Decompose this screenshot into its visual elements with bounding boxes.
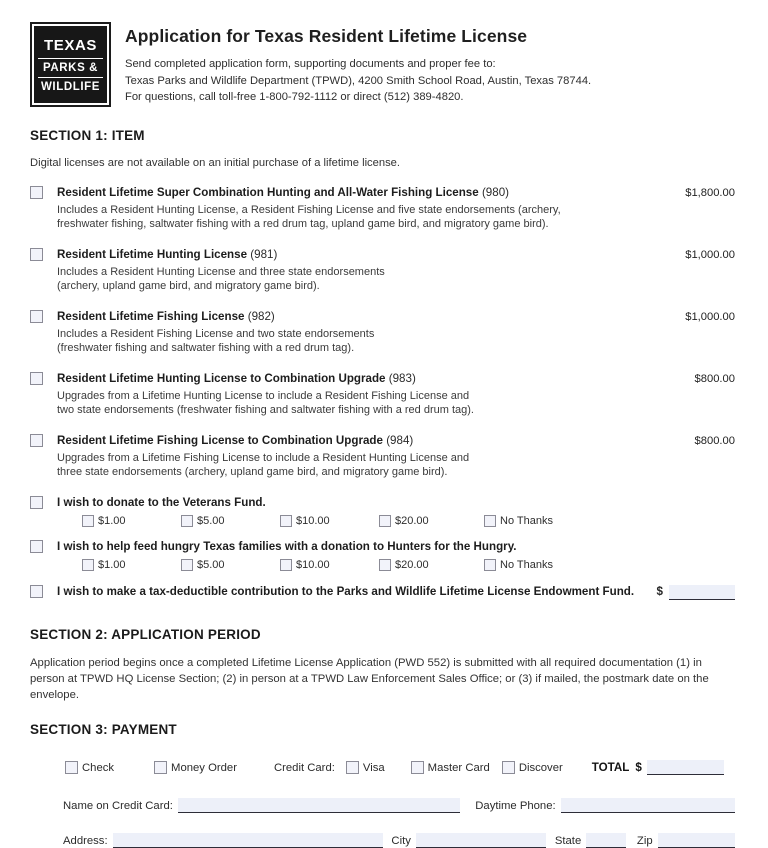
license-item-983 [30, 372, 735, 417]
section1-heading: SECTION 1: ITEM [30, 128, 145, 143]
license-983-title [57, 372, 653, 385]
veterans-no-thanks-label: No Thanks [500, 515, 553, 527]
veterans-20-dollar-label: $20.00 [395, 515, 429, 527]
hungry-5-dollar-checkbox[interactable] [181, 559, 193, 571]
hungry-option-1 [82, 559, 181, 571]
license-984-desc-line2: three state endorsements (archery, upland game bird, and migratory game bird). [57, 466, 448, 478]
hunters-hungry-options [82, 559, 735, 571]
hungry-10-dollar-checkbox[interactable] [280, 559, 292, 571]
digital-license-note: Digital licenses are not available on an initial purchase of a lifetime license. [30, 157, 401, 169]
address-row [63, 833, 735, 848]
license-981-price: $1,000.00 [685, 249, 735, 261]
visa-label: Visa [362, 761, 385, 774]
license-983-checkbox[interactable] [30, 372, 43, 385]
logo-line-parks: PARKS & [38, 58, 103, 77]
license-983-title-text: Resident Lifetime Hunting License to Combination Upgrade [57, 372, 386, 385]
hungry-10-dollar-label: $10.00 [296, 559, 330, 571]
veterans-1-dollar-label: $1.00 [98, 515, 126, 527]
hungry-no-thanks-checkbox[interactable] [484, 559, 496, 571]
endowment-amount-field[interactable] [669, 585, 735, 600]
license-983-code: (983) [388, 372, 416, 385]
license-984-title-text: Resident Lifetime Fishing License to Combination Upgrade [57, 434, 383, 447]
total-label: TOTAL [591, 761, 630, 774]
license-980-title [57, 186, 653, 199]
section2-heading: SECTION 2: APPLICATION PERIOD [30, 627, 261, 642]
license-983-main [57, 372, 663, 417]
veterans-fund-block [30, 496, 735, 527]
check-label: Check [82, 761, 115, 774]
license-982-main [57, 310, 663, 355]
license-981-main [57, 248, 663, 293]
veterans-1-dollar-checkbox[interactable] [82, 515, 94, 527]
mastercard-label: Master Card [427, 761, 490, 774]
license-983-desc-line2: two state endorsements (freshwater fishing and saltwater fishing with a red drum tag). [57, 404, 474, 416]
hungry-option-nothanks [484, 559, 553, 571]
license-980-checkbox[interactable] [30, 186, 43, 199]
payment-mastercard-option [411, 761, 490, 774]
license-984-title [57, 434, 653, 447]
license-984-price: $800.00 [694, 435, 735, 447]
license-980-code: (980) [481, 186, 510, 199]
license-981-checkbox[interactable] [30, 248, 43, 261]
payment-method-row [65, 760, 735, 775]
endowment-dollar-sign: $ [656, 585, 663, 598]
veterans-option-1 [82, 515, 181, 527]
veterans-20-dollar-checkbox[interactable] [379, 515, 391, 527]
payment-check-option [65, 761, 114, 774]
discover-checkbox[interactable] [502, 761, 515, 774]
license-984-description [57, 451, 653, 479]
tpwd-logo-inner [34, 26, 107, 103]
veterans-fund-label: I wish to donate to the Veterans Fund. [57, 496, 266, 509]
hunters-hungry-label: I wish to help feed hungry Texas families with a donation to Hunters for the Hungry. [57, 540, 517, 553]
daytime-phone-label: Daytime Phone: [475, 800, 556, 812]
license-980-desc-line2: freshwater fishing, saltwater fishing with a red drum tag, upland game bird, and migratory game bird). [57, 218, 549, 230]
hungry-option-5 [181, 559, 280, 571]
license-982-price: $1,000.00 [685, 311, 735, 323]
address-label: Address: [63, 835, 108, 847]
license-984-desc-line1: Upgrades from a Lifetime Fishing License to include a Resident Hunting License and [57, 452, 470, 464]
veterans-fund-row [30, 496, 735, 509]
veterans-option-10 [280, 515, 379, 527]
veterans-5-dollar-checkbox[interactable] [181, 515, 193, 527]
license-983-desc-line1: Upgrades from a Lifetime Hunting License to include a Resident Fishing License and [57, 390, 470, 402]
license-982-title-text: Resident Lifetime Fishing License [57, 310, 245, 323]
hunters-hungry-block [30, 540, 735, 571]
zip-label: Zip [636, 835, 653, 847]
hungry-no-thanks-label: No Thanks [500, 559, 553, 571]
license-982-title [57, 310, 653, 323]
license-982-desc-line1: Includes a Resident Fishing License and two state endorsements [57, 328, 375, 340]
payment-discover-option [502, 761, 563, 774]
license-982-checkbox[interactable] [30, 310, 43, 323]
credit-card-name-row [63, 798, 735, 813]
section3-heading: SECTION 3: PAYMENT [30, 722, 177, 737]
license-item-980 [30, 186, 735, 231]
hunters-hungry-checkbox[interactable] [30, 540, 43, 553]
veterans-10-dollar-checkbox[interactable] [280, 515, 292, 527]
license-982-desc-line2: (freshwater fishing and saltwater fishing with a red drum tag). [57, 342, 355, 354]
logo-line-texas: TEXAS [43, 36, 97, 54]
veterans-no-thanks-checkbox[interactable] [484, 515, 496, 527]
city-label: City [391, 835, 411, 847]
hungry-1-dollar-checkbox[interactable] [82, 559, 94, 571]
name-on-card-label: Name on Credit Card: [63, 800, 173, 812]
logo-line-wildlife: WILDLIFE [38, 77, 103, 96]
veterans-5-dollar-label: $5.00 [197, 515, 225, 527]
veterans-fund-checkbox[interactable] [30, 496, 43, 509]
license-982-description [57, 327, 653, 355]
hungry-20-dollar-label: $20.00 [395, 559, 429, 571]
license-984-main [57, 434, 663, 479]
license-980-description [57, 203, 653, 231]
hungry-option-10 [280, 559, 379, 571]
license-983-price: $800.00 [694, 373, 735, 385]
daytime-phone-field[interactable] [561, 798, 735, 813]
license-981-description [57, 265, 653, 293]
license-980-main [57, 186, 663, 231]
credit-card-label: Credit Card: [273, 761, 335, 774]
application-period-text: Application period begins once a completed Lifetime License Application (PWD 552) is submitted with all required documentation (1) in person at TPWD HQ License Section; (2) in person at a TPWD Law Enforcement Sales Office; or (3) if mailed, the postmark date on the envelope. [30, 657, 709, 701]
total-amount-field[interactable] [647, 760, 724, 775]
hungry-5-dollar-label: $5.00 [197, 559, 225, 571]
department-address-line: Texas Parks and Wildlife Department (TPWD), 4200 Smith School Road, Austin, Texas 78744. [125, 74, 592, 87]
money-order-label: Money Order [171, 761, 237, 774]
address-field[interactable] [113, 833, 384, 848]
header-text [125, 22, 591, 106]
veterans-option-5 [181, 515, 280, 527]
money-order-checkbox[interactable] [154, 761, 167, 774]
zip-field[interactable] [658, 833, 735, 848]
tpwd-logo [30, 22, 111, 107]
mastercard-checkbox[interactable] [411, 761, 424, 774]
discover-label: Discover [518, 761, 563, 774]
hungry-1-dollar-label: $1.00 [98, 559, 126, 571]
page-title: Application for Texas Resident Lifetime License [125, 26, 528, 46]
hungry-20-dollar-checkbox[interactable] [379, 559, 391, 571]
license-981-title-text: Resident Lifetime Hunting License [57, 248, 248, 261]
payment-visa-option [346, 761, 385, 774]
form-header [30, 22, 735, 107]
check-checkbox[interactable] [65, 761, 78, 774]
license-981-code: (981) [250, 248, 278, 261]
endowment-fund-label: I wish to make a tax-deductible contribution to the Parks and Wildlife Lifetime License Endowment Fund. [57, 585, 635, 598]
endowment-fund-row [30, 585, 735, 600]
endowment-fund-checkbox[interactable] [30, 585, 43, 598]
phone-contact-line: For questions, call toll-free 1-800-792-1112 or direct (512) 389-4820. [125, 91, 464, 103]
hungry-option-20 [379, 559, 478, 571]
license-984-code: (984) [386, 434, 414, 447]
license-981-desc-line2: (archery, upland game bird, and migratory game bird). [57, 280, 320, 292]
license-984-checkbox[interactable] [30, 434, 43, 447]
license-981-desc-line1: Includes a Resident Hunting License and three state endorsements [57, 266, 385, 278]
veterans-option-20 [379, 515, 478, 527]
veterans-fund-options [82, 515, 735, 527]
total-dollar-sign: $ [635, 761, 642, 774]
license-item-982 [30, 310, 735, 355]
veterans-10-dollar-label: $10.00 [296, 515, 330, 527]
payment-money-order-option [154, 761, 237, 774]
name-on-card-field[interactable] [178, 798, 460, 813]
visa-checkbox[interactable] [346, 761, 359, 774]
license-982-code: (982) [247, 310, 275, 323]
state-field[interactable] [586, 833, 626, 848]
city-field[interactable] [416, 833, 546, 848]
veterans-option-nothanks [484, 515, 553, 527]
license-981-title [57, 248, 653, 261]
state-label: State [554, 835, 582, 847]
license-item-984 [30, 434, 735, 479]
license-980-price: $1,800.00 [685, 187, 735, 199]
license-980-title-text: Resident Lifetime Super Combination Hunting and All-Water Fishing License [57, 186, 479, 199]
license-980-desc-line1: Includes a Resident Hunting License, a Resident Fishing License and five state endorsements (archery, [57, 204, 561, 216]
hunters-hungry-row [30, 540, 735, 553]
mailing-instruction-line: Send completed application form, supporting documents and proper fee to: [125, 58, 496, 70]
license-items-list [30, 186, 735, 479]
license-item-981 [30, 248, 735, 293]
license-983-description [57, 389, 653, 417]
